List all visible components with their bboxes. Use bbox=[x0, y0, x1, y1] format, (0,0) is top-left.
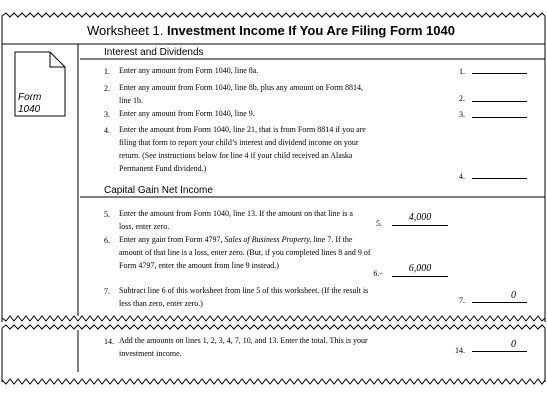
line-4-entry[interactable] bbox=[472, 178, 527, 179]
line-5-entry bbox=[392, 225, 448, 226]
line-6-entry bbox=[392, 276, 448, 277]
line-4-ref: 4. bbox=[459, 172, 465, 181]
line-14-value[interactable]: 0 bbox=[511, 339, 516, 350]
line-14-text: Add the amounts on lines 1, 2, 3, 4, 7, 10, and 13. Enter the total. This is your investment income. bbox=[119, 336, 368, 358]
line-6-text-a: Enter any gain from Form 4797, bbox=[119, 235, 225, 244]
line-7-text: Subtract line 6 of this worksheet from line 5 of this worksheet. (If the result is less than zero, enter zero.) bbox=[119, 286, 369, 308]
line-2-number: 2. bbox=[104, 84, 110, 93]
line-1-entry[interactable] bbox=[472, 73, 527, 74]
line-6-value[interactable]: 6,000 bbox=[408, 263, 432, 274]
line-2-text: Enter any amount from Form 1040, line 8b, plus any amount on Form 8814, line 1b. bbox=[119, 83, 363, 105]
worksheet-title bbox=[87, 23, 455, 38]
line-4-number: 4. bbox=[104, 126, 110, 135]
line-7-number: 7. bbox=[104, 287, 110, 296]
line-3-number: 3. bbox=[104, 110, 110, 119]
line-6-number: 6. bbox=[104, 236, 110, 245]
line-6-text bbox=[119, 233, 374, 272]
section-interest-header: Interest and Dividends bbox=[104, 47, 204, 58]
line-3-text: Enter any amount from Form 1040, line 9. bbox=[119, 109, 255, 118]
form-icon-label bbox=[18, 92, 41, 116]
section-capital-header: Capital Gain Net Income bbox=[104, 185, 213, 196]
line-14-entry bbox=[472, 351, 527, 352]
line-6-ref: 6.- bbox=[373, 269, 382, 278]
line-5-ref: 5. bbox=[376, 219, 382, 228]
line-7-value[interactable]: 0 bbox=[511, 290, 516, 301]
line-2-ref: 2. bbox=[459, 94, 465, 103]
title-prefix: Worksheet 1. bbox=[87, 23, 164, 38]
line-7-entry bbox=[472, 302, 527, 303]
line-6-text-b: line 7. If the amount of that line is a loss, enter zero. (But, if you completed lines 8 and 9 of Form 4797, enter the amount from line 9 instead.) bbox=[119, 235, 371, 270]
line-1-ref: 1. bbox=[459, 67, 465, 76]
form-icon-line1: Form bbox=[18, 92, 42, 103]
line-6-text-italic: Sales of Business Property, bbox=[224, 235, 312, 244]
line-14-number: 14. bbox=[104, 337, 114, 346]
line-5-value[interactable]: 4,000 bbox=[408, 212, 432, 223]
form-icon-line2: 1040 bbox=[18, 104, 41, 115]
line-1-number: 1. bbox=[104, 67, 110, 76]
line-5-text: Enter the amount from Form 1040, line 13. If the amount on that line is a loss, enter zero. bbox=[119, 209, 353, 231]
line-7-ref: 7. bbox=[459, 296, 465, 305]
line-4-text: Enter the amount from Form 1040, line 21, that is from Form 8814 if you are filing that form to report your child’s interest and dividend income on your return. (See instructions below for line 4 if your child received an Alaska Permanent Fund dividend.) bbox=[119, 125, 366, 173]
line-2-entry[interactable] bbox=[472, 101, 527, 102]
line-5-number: 5. bbox=[104, 210, 110, 219]
title-main: Investment Income If You Are Filing Form 1040 bbox=[166, 23, 455, 38]
line-14-ref: 14. bbox=[455, 346, 465, 355]
line-1-text: Enter any amount from Form 1040, line 8a. bbox=[119, 66, 259, 75]
line-3-ref: 3. bbox=[459, 110, 465, 119]
line-3-entry[interactable] bbox=[472, 117, 527, 118]
